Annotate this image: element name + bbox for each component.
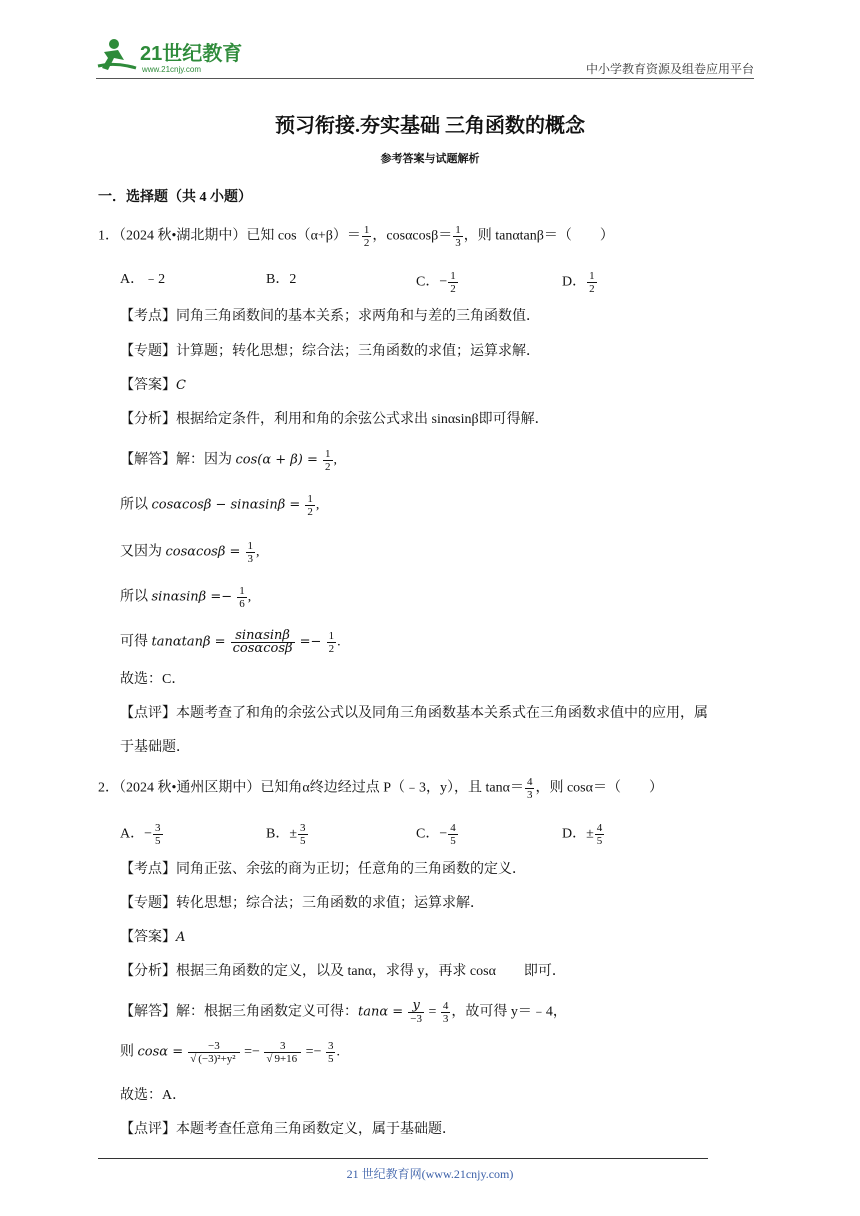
- q1-jieda: 【解答】解：因为 cos(α + β) = $\frac{1}{2}$ ,: [120, 448, 338, 473]
- section-heading: 一．选择题（共 4 小题）: [98, 190, 252, 205]
- q1-step-2: 又因为 cosαcosβ = $\frac{1}{3}$ ,: [120, 540, 260, 565]
- page-subtitle: 参考答案与试题解析: [380, 153, 480, 165]
- q2-step-1: 则 cosα = $\frac{-3}{\text{√ (−3)²+y²}}$ =− $\frac{3}{√ 9+16}$ =− $\frac{3}{5}$ .: [120, 1040, 340, 1065]
- q1-dianping-line2: 于基础题．: [120, 740, 190, 755]
- q1-step-1: 所以 cosαcosβ − sinαsinβ = $\frac{1}{2}$ ,: [120, 493, 320, 518]
- q2-fenxi: 【分析】根据三角函数的定义，以及 tanα，求得 y，再求 cosα 即可．: [120, 964, 566, 979]
- logo-text: 21世纪教育: [140, 43, 243, 65]
- q1-option-a: A．﹣2: [120, 272, 166, 287]
- q2-option-c: C．− $\frac{4}{5}$: [416, 822, 456, 847]
- q2-stem: 2．（2024 秋•通州区期中）已知角α终边经过点 P（﹣3，y），且 tanα＝ $\frac{4}{3}$ ，则 cosα＝（ ）: [98, 776, 663, 801]
- q1-option-d: D． $\frac{1}{2}$: [562, 270, 595, 295]
- q2-kaodian: 【考点】同角正弦、余弦的商为正切；任意角的三角函数的定义．: [120, 862, 526, 877]
- q1-answer: 【答案】C: [120, 378, 186, 393]
- footer-divider: [98, 1158, 708, 1159]
- q2-choice: 故选：A．: [120, 1088, 187, 1103]
- q2-answer: 【答案】A: [120, 930, 186, 945]
- header-platform-name: 中小学教育资源及组卷应用平台: [585, 62, 754, 76]
- q1-option-c: C．− $\frac{1}{2}$: [416, 270, 456, 295]
- q2-option-a: A．− $\frac{3}{5}$: [120, 822, 161, 847]
- q1-step-3: 所以 sinαsinβ =− $\frac{1}{6}$ ,: [120, 585, 252, 610]
- q1-stem: 1．（2024 秋•湖北期中）已知 cos（α+β）＝ $\frac{1}{2}$ ，cosαcosβ＝ $\frac{1}{3}$ ，则 tanαtanβ＝（ ）: [98, 224, 614, 249]
- q1-option-b: B．2: [266, 272, 297, 287]
- footer-link[interactable]: 21 世纪教育网(www.21cnjy.com): [346, 1167, 514, 1181]
- q2-jieda: 【解答】解：根据三角函数定义可得：tanα = $\frac{y}{-3}$ = $\frac{4}{3}$ ，故可得 y＝﹣4，: [120, 998, 567, 1025]
- q2-option-d: D．± $\frac{4}{5}$: [562, 822, 603, 847]
- q1-zhuanti: 【专题】计算题；转化思想；综合法；三角函数的求值；运算求解．: [120, 344, 540, 359]
- header-divider: [96, 78, 754, 79]
- q2-dianping: 【点评】本题考查任意角三角函数定义，属于基础题．: [120, 1122, 456, 1137]
- q1-fenxi: 【分析】根据给定条件，利用和角的余弦公式求出 sinαsinβ即可得解．: [120, 412, 549, 427]
- q1-dianping-line1: 【点评】本题考查了和角的余弦公式以及同角三角函数基本关系式在三角函数求值中的应用，属: [120, 706, 708, 721]
- q1-choice: 故选：C．: [120, 672, 186, 687]
- page-title: 预习衔接.夯实基础 三角函数的概念: [275, 115, 585, 137]
- q1-kaodian: 【考点】同角三角函数间的基本关系；求两角和与差的三角函数值．: [120, 309, 540, 324]
- site-logo: [96, 36, 256, 76]
- q2-option-b: B．± $\frac{3}{5}$: [266, 822, 306, 847]
- q2-zhuanti: 【专题】转化思想；综合法；三角函数的求值；运算求解．: [120, 896, 484, 911]
- q1-step-4: 可得 tanαtanβ = $\frac{\sin\alpha\sin\beta}{\cos\alpha\cos\beta}$ =− $\frac{1}{2}$ .: [120, 628, 341, 656]
- logo-url: www.21cnjy.com: [142, 65, 201, 74]
